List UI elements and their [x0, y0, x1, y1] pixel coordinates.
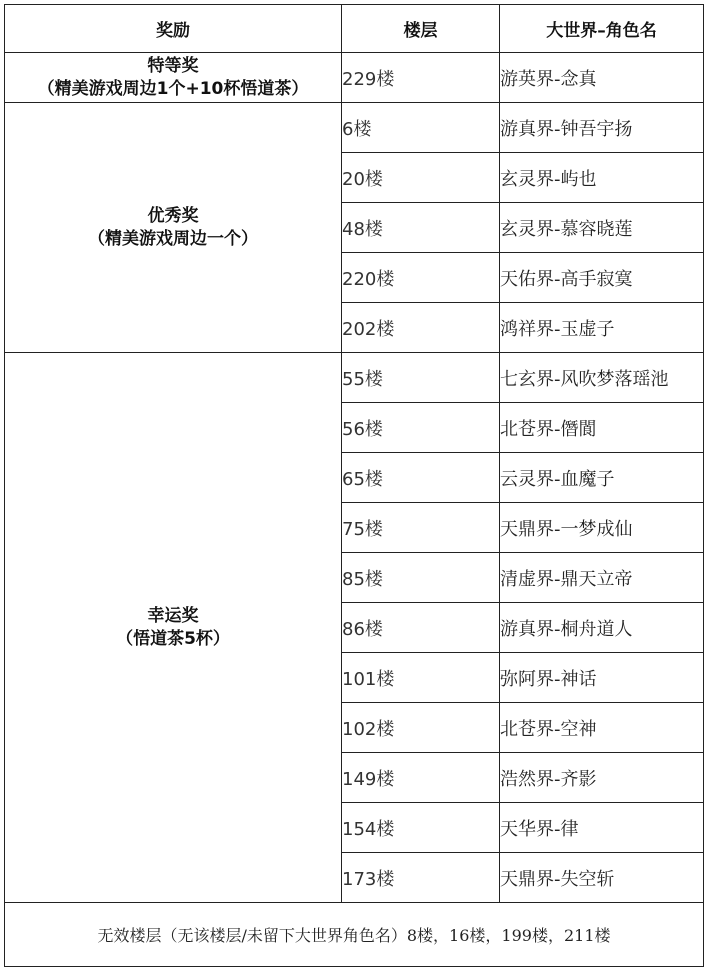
- floor-cell: 101楼: [342, 653, 500, 703]
- role-cell: 天鼎界-失空斩: [500, 853, 704, 903]
- role-cell: 云灵界-血魔子: [500, 453, 704, 503]
- table-row: [5, 103, 704, 153]
- footer-row: [5, 903, 704, 967]
- floor-cell: 65楼: [342, 453, 500, 503]
- table-body: [5, 53, 704, 903]
- floor-cell: 85楼: [342, 553, 500, 603]
- floor-cell: 102楼: [342, 703, 500, 753]
- floor-cell: 6楼: [342, 103, 500, 153]
- role-cell: 鸿祥界-玉虚子: [500, 303, 704, 353]
- header-award: 奖励: [5, 5, 342, 53]
- role-cell: 北苍界-空神: [500, 703, 704, 753]
- floor-cell: 173楼: [342, 853, 500, 903]
- floor-cell: 48楼: [342, 203, 500, 253]
- role-cell: 天鼎界-一梦成仙: [500, 503, 704, 553]
- award-description: （精美游戏周边1个+10杯悟道茶）: [37, 78, 309, 99]
- floor-cell: 154楼: [342, 803, 500, 853]
- role-cell: 天华界-律: [500, 803, 704, 853]
- invalid-floors-note: 无效楼层（无该楼层/未留下大世界角色名）8楼，16楼，199楼，211楼: [5, 903, 704, 967]
- award-cell: [5, 353, 342, 903]
- award-cell: [5, 103, 342, 353]
- prize-table: [4, 4, 704, 967]
- floor-cell: 202楼: [342, 303, 500, 353]
- award-description: （悟道茶5杯）: [116, 628, 230, 649]
- table-row: [5, 53, 704, 103]
- floor-cell: 56楼: [342, 403, 500, 453]
- floor-cell: 75楼: [342, 503, 500, 553]
- role-cell: 七玄界-风吹梦落瑶池: [500, 353, 704, 403]
- award-name: 优秀奖: [147, 205, 199, 226]
- role-cell: 弥阿界-神话: [500, 653, 704, 703]
- floor-cell: 220楼: [342, 253, 500, 303]
- floor-cell: 55楼: [342, 353, 500, 403]
- role-cell: 天佑界-高手寂寞: [500, 253, 704, 303]
- header-row: [5, 5, 704, 53]
- role-cell: 游真界-钟吾宇扬: [500, 103, 704, 153]
- floor-cell: 149楼: [342, 753, 500, 803]
- award-cell: [5, 53, 342, 103]
- role-cell: 玄灵界-屿也: [500, 153, 704, 203]
- header-floor: 楼层: [342, 5, 500, 53]
- award-description: （精美游戏周边一个）: [88, 228, 258, 249]
- role-cell: 玄灵界-慕容晓莲: [500, 203, 704, 253]
- role-cell: 清虚界-鼎天立帝: [500, 553, 704, 603]
- role-cell: 游真界-桐舟道人: [500, 603, 704, 653]
- header-role: 大世界–角色名: [500, 5, 704, 53]
- award-name: 特等奖: [147, 55, 199, 76]
- floor-cell: 229楼: [342, 53, 500, 103]
- role-cell: 浩然界-齐影: [500, 753, 704, 803]
- floor-cell: 20楼: [342, 153, 500, 203]
- table-row: [5, 353, 704, 403]
- role-cell: 游英界-念真: [500, 53, 704, 103]
- award-name: 幸运奖: [147, 605, 199, 626]
- floor-cell: 86楼: [342, 603, 500, 653]
- role-cell: 北苍界-僭閬: [500, 403, 704, 453]
